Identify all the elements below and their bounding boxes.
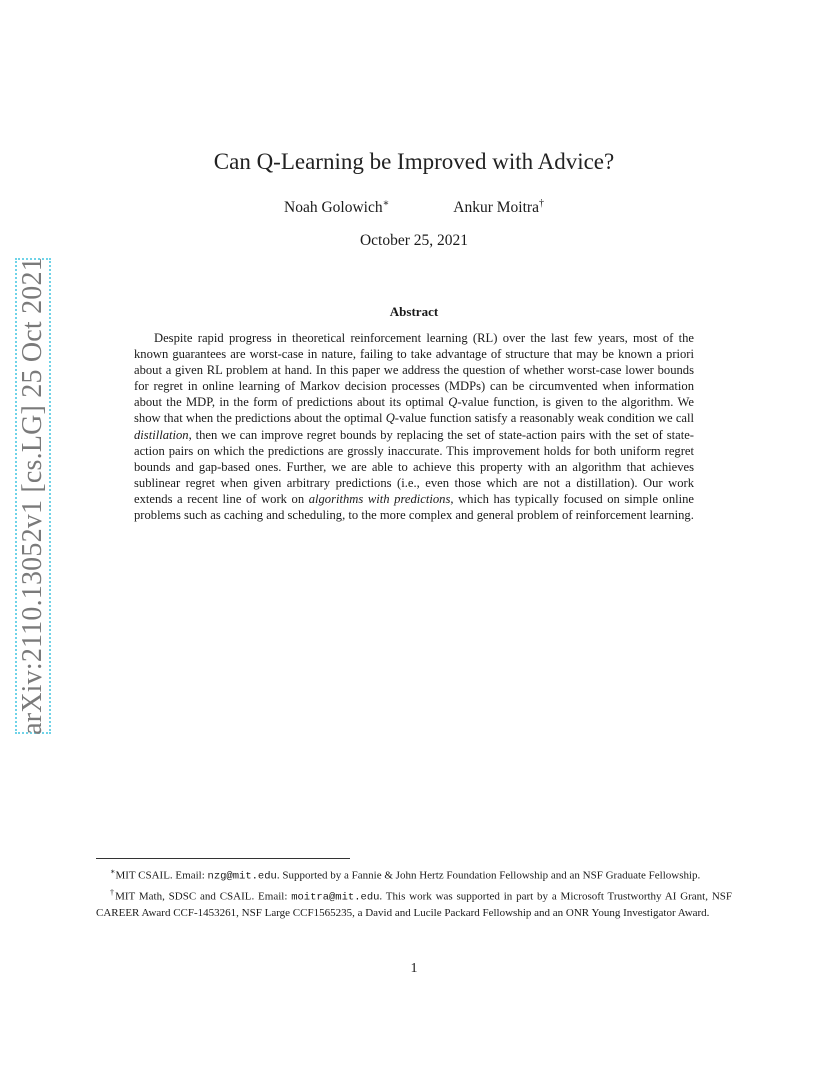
- paper-title: Can Q-Learning be Improved with Advice?: [213, 149, 615, 174]
- footnote-text: MIT Math, SDSC and CSAIL. Email:: [115, 890, 292, 903]
- footnote-text: MIT CSAIL. Email:: [115, 869, 208, 882]
- author-list: [0, 198, 828, 217]
- abstract-heading: Abstract: [389, 304, 439, 319]
- footnotes: [96, 864, 732, 922]
- arxiv-stamp: [15, 258, 51, 734]
- abstract-math-q: Q: [385, 411, 395, 426]
- footnote-golowich: [96, 864, 732, 885]
- footnote-text: . This work was supported in part by a Microsoft Trustworthy AI Grant, NSF CAREER Award CCF-1453261, NSF Large CCF1565235, a David and Lucile Packard Fellowship and an ONR Young Investigator Award.: [96, 890, 732, 920]
- abstract-segment: , which has typically focused on simple online problems such as caching and scheduling, to the more complex and general problem of reinforcement learning.: [134, 491, 694, 523]
- footnote-mark: ∗: [110, 867, 116, 876]
- footnote-moitra: [96, 885, 732, 922]
- author-footnote-mark: ∗: [382, 198, 390, 209]
- abstract-segment: -value function satisfy a reasonably weak condition we call: [394, 411, 694, 426]
- footnote-mark: †: [110, 888, 116, 898]
- abstract-term-distillation: distillation: [134, 427, 189, 442]
- author-name: Noah Golowich: [284, 199, 383, 217]
- abstract-term-algorithms-with-predictions: algorithms with predictions: [308, 491, 451, 506]
- author-moitra: [453, 198, 544, 217]
- author-golowich: [284, 198, 389, 217]
- paper-date: October 25, 2021: [359, 232, 469, 249]
- abstract-segment: Despite rapid progress in theoretical reinforcement learning (RL) over the last few years, most of the known guarantees are worst-case in nature, failing to take advantage of structure that may be known a priori about a given RL problem at hand. In this paper we address the question of whether worst-case lower bounds for regret in online learning of Markov decision processes (MDPs) can be circumvented when information about the MDP, in the form of predictions about its optimal: [134, 331, 694, 410]
- abstract-segment: -value function, is given to the algorithm. We show that when the predictions about the optimal: [134, 395, 694, 426]
- abstract-segment: , then we can improve regret bounds by replacing the set of state-action pairs with the set of state-action pairs on which the predictions are grossly inaccurate. This improvement holds for both uniform regret bounds and gap-based ones. Further, we are able to achieve this property with an algorithm that achieves sublinear regret when given arbitrary predictions (i.e., even those which are not a distillation). Our work extends a recent line of work on: [134, 427, 694, 506]
- abstract-math-q: Q: [448, 395, 458, 410]
- email-link[interactable]: moitra@mit.edu: [291, 891, 380, 904]
- footnote-text: . Supported by a Fannie & John Hertz Foundation Fellowship and an NSF Graduate Fellowship.: [276, 869, 701, 882]
- arxiv-id: arXiv:2110.13052v1 [cs.LG] 25 Oct 2021: [17, 257, 49, 735]
- abstract-text: [134, 330, 694, 523]
- page-number: 1: [410, 961, 418, 976]
- author-footnote-mark: †: [538, 198, 544, 209]
- email-link[interactable]: nzg@mit.edu: [207, 870, 277, 883]
- author-name: Ankur Moitra: [453, 199, 539, 217]
- footnote-divider: [96, 858, 350, 859]
